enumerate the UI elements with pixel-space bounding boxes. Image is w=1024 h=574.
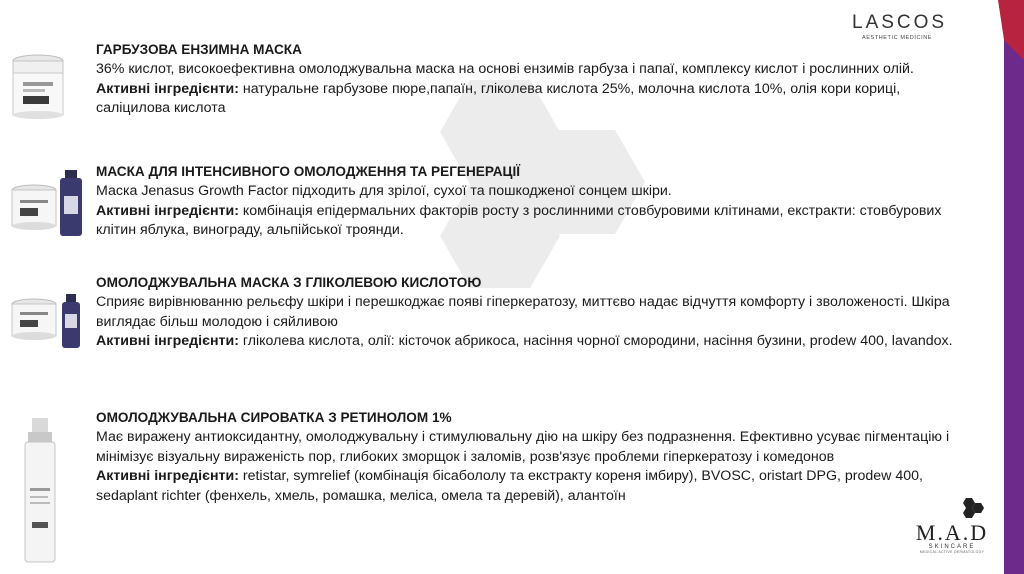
ingredients-label: Активні інгредієнти: (96, 80, 239, 97)
product-ingredients (96, 80, 976, 120)
product-description: Сприяє вирівнюванню рельєфу шкіри і перешкоджає появі гіперкератозу, миттєво надає відчуття комфорту і зволоженості. Шкіра виглядає більш молодою і сяйливою (96, 293, 950, 330)
product-ingredients (96, 202, 976, 242)
lascos-tagline: AESTHETIC MEDICINE (861, 35, 933, 41)
product-entry (96, 162, 976, 241)
product-entry (96, 273, 976, 352)
ingredients-label: Активні інгредієнти: (96, 202, 239, 219)
mad-honeycomb-icon (958, 498, 986, 522)
mad-tagline: MEDICAL ACTIVE DERMATOLOGY (919, 550, 985, 554)
corner-accent (998, 0, 1024, 574)
product-title: ГАРБУЗОВА ЕНЗИМНА МАСКА (96, 42, 302, 57)
product-description: Маска Jenasus Growth Factor підходить для зрілої, сухої та пошкодженої сонцем шкіри. (96, 182, 672, 199)
pumpkin-mask-jar-image (8, 52, 68, 122)
retinol-serum-bottle-image (22, 418, 58, 568)
growth-factor-mask-image (10, 168, 85, 240)
ingredients-text: комбінація епідермальних факторів росту з рослинними стовбуровими клітинами, екстракти: стовбурових клітин яблука, винограду, альпійської троянди. (96, 202, 942, 239)
mad-subtitle: SKINCARE (928, 544, 976, 550)
product-entry (96, 40, 976, 119)
ingredients-label: Активні інгредієнти: (96, 333, 239, 350)
lascos-wordmark: LASCOS (852, 12, 948, 33)
product-description: 36% кислот, високоефективна омолоджувальна маска на основі ензимів гарбуза і папаї, комплексу кислот і рослинних олій. (96, 60, 914, 77)
ingredients-text: натуральне гарбузове пюре,папаїн, гліколева кислота 25%, молочна кислота 10%, олія кори кориці, саліцилова кислота (96, 80, 901, 117)
product-title: ОМОЛОДЖУВАЛЬНА СИРОВАТКА З РЕТИНОЛОМ 1% (96, 410, 452, 425)
ingredients-text: гліколева кислота, олії: кісточок абрикоса, насіння чорної смородини, насіння бузини, prodew 400, lavandox. (238, 333, 953, 350)
lascos-logo (852, 12, 948, 41)
ingredients-text: retistar, symrelief (комбінація бісабололу та екстракту кореня імбиру), BVOSC, oristart DPG, prodew 400, sedaplant richter (фенхель, хмель, ромашка, меліса, омела та деревій), алантоїн (96, 468, 923, 505)
product-ingredients (96, 332, 976, 352)
glycolic-mask-image (10, 292, 85, 352)
mad-logo (912, 522, 992, 554)
product-ingredients (96, 467, 976, 507)
product-title: ОМОЛОДЖУВАЛЬНА МАСКА З ГЛІКОЛЕВОЮ КИСЛОТОЮ (96, 275, 482, 290)
product-description: Має виражену антиоксидантну, омолоджувальну і стимулювальну дію на шкіру без подразнення. Ефективно усуває пігментацію і мінімізує візуальну вираженість пор, глибоких зморщок і заломів, розв'язує проблеми гіперкератозу і комедонов (96, 428, 950, 465)
product-entry (96, 408, 976, 507)
product-title: МАСКА ДЛЯ ІНТЕНСИВНОГО ОМОЛОДЖЕННЯ ТА РЕГЕНЕРАЦІЇ (96, 164, 520, 179)
ingredients-label: Активні інгредієнти: (96, 468, 239, 485)
mad-wordmark: M.A.D (915, 520, 989, 545)
